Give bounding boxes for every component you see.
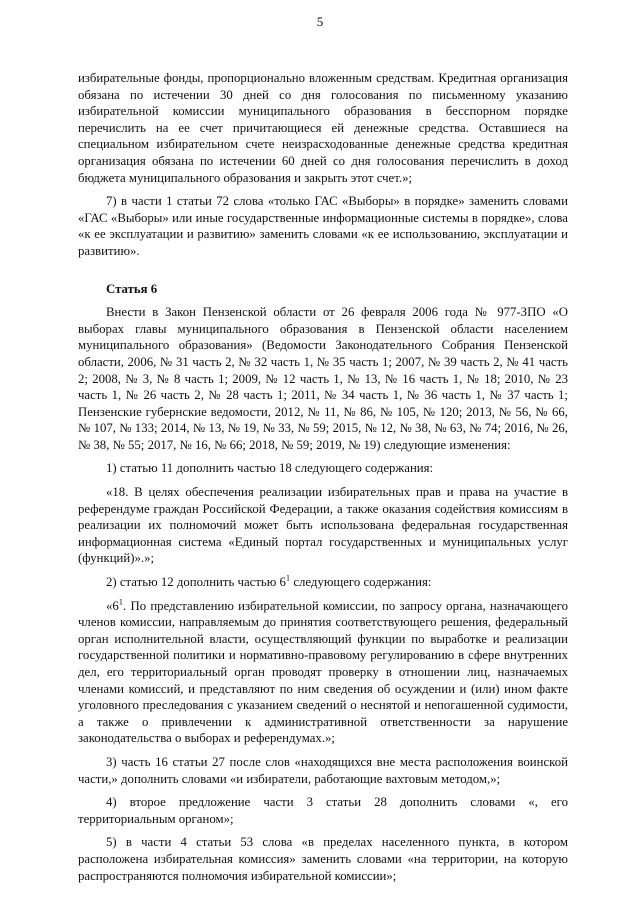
paragraph-item-7: 7) в части 1 статьи 72 слова «только ГАС «Выборы» в порядке» заменить словами «ГАС «Выборы» или иные государственные информационные системы в порядке», слова «к ее эксплуатации и развитию» заменить словами «к ее использованию, эксплуатации и развитию». [78, 194, 568, 258]
paragraph-intro: Внести в Закон Пензенской области от 26 февраля 2006 года № 977-ЗПО «О выборах главы муниципального образования в Пензенской области населением муниципального образования» (Ведомости Законодательного Собрания Пензенской области, 2006, № 31 часть 2, № 32 часть 1, № 35 часть 1; 2007, № 39 часть 2, № 41 часть 2; 2008, № 3, № 8 часть 1; 2009, № 12 часть 1, № 13, № 16 часть 1, № 18; 2010, № 23 часть 1, № 26 часть 2, № 28 часть 1; 2011, № 34 часть 1, № 36 часть 1, № 37 часть 1; Пензенские губернские ведомости, 2012, № 11, № 86, № 105, № 120; 2013, № 56, № 66, № 107, № 133; 2014, № 13, № 19, № 33, № 59; 2015, № 12, № 38, № 63, № 74; 2016, № 26, № 38, № 55; 2017, № 16, № 66; 2018, № 59; 2019, № 19) следующие изменения: [78, 305, 568, 452]
document-body [78, 70, 568, 891]
paragraph-item-5: 5) в части 4 статьи 53 слова «в пределах населенного пункта, в котором расположена избирательная комиссия» заменить словами «на территории, на которую распространяются полномочия избирательной комиссии»; [78, 835, 568, 883]
paragraph-item-2 [78, 574, 568, 591]
quote-6-1-text-after: . По представлению избирательной комиссии, по запросу органа, назначающего членов комиссии, направляемым до принятия соответствующего решения, федеральный орган исполнительной власти, осуществляющий функции по выработке и реализации государственной политики и нормативно-правовому регулированию в сфере внутренних дел, его территориальный орган проводят проверку в отношении лиц, назначаемых членами комиссий, и представляют по ним сведения об осуждении и (или) ином факте уголовного преследования с указанием сведений о неснятой и непогашенной судимости, а также о привлечении к административной ответственности за нарушение законодательства о выборах и референдумах.»; [78, 598, 568, 746]
paragraph-quote-6-1 [78, 598, 568, 747]
item-2-text-after: следующего содержания: [290, 575, 432, 590]
paragraph-quote-18: «18. В целях обеспечения реализации избирательных прав и права на участие в референдуме граждан Российской Федерации, а также оказания содействия комиссиям в реализации их полномочий может быть использована федеральная государственная информационная система «Единый портал государственных и муниципальных услуг (функций)».»; [78, 485, 568, 566]
quote-6-1-superscript: 1 [118, 596, 124, 607]
item-2-text-before: 2) статью 12 дополнить частью 6 [106, 575, 286, 590]
item-2-superscript: 1 [285, 572, 291, 583]
paragraph-item-3: 3) часть 16 статьи 27 после слов «находящихся вне места расположения воинской части,» дополнить словами «и избиратели, работающие вахтовым методом,»; [78, 754, 568, 786]
paragraph-item-1: 1) статью 11 дополнить частью 18 следующего содержания: [106, 461, 434, 476]
paragraph-continuation: избирательные фонды, пропорционально вложенным средствам. Кредитная организация обязана по истечении 30 дней со дня голосования по письменному указанию избирательной комиссии муниципального образования в бесспорном порядке перечислить на ее счет причитающиеся ей денежные средства. Оставшиеся на специальном избирательном счете неизрасходованные денежные средства кредитная организация обязана по истечении 60 дней со дня голосования перечислить в доход бюджета муниципального образования и закрыть этот счет.»; [78, 71, 568, 185]
page-number: 5 [316, 14, 324, 29]
quote-6-1-text-before: «6 [106, 598, 119, 613]
paragraph-item-4: 4) второе предложение части 3 статьи 28 дополнить словами «, его территориальным органом»; [78, 795, 568, 826]
article-heading: Статья 6 [106, 281, 158, 296]
